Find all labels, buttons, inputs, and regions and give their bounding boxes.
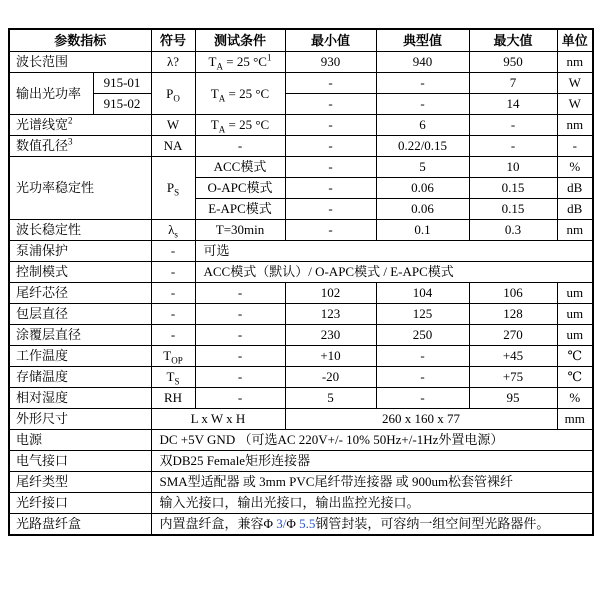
description-cell: 输入光接口，输出光接口，输出监控光接口。	[151, 493, 593, 514]
description-cell: ACC模式（默认）/ O-APC模式 / E-APC模式	[195, 262, 593, 283]
symbol-cell: NA	[151, 136, 195, 157]
symbol-text: P	[166, 85, 174, 101]
min-value: -	[285, 94, 376, 115]
condition-cell: -	[195, 283, 285, 304]
param-label: 尾纤类型	[9, 472, 151, 493]
typical-value: 940	[376, 52, 469, 73]
row-output-power-915-01	[9, 73, 593, 94]
max-value: 0.15	[469, 178, 557, 199]
symbol-cell: RH	[151, 388, 195, 409]
param-label: 工作温度	[9, 346, 151, 367]
min-value: -	[285, 199, 376, 220]
condition-text: = 25 °C	[223, 54, 267, 70]
description-cell: 双DB25 Female矩形连接器	[151, 451, 593, 472]
spec-table	[8, 28, 594, 536]
param-text: 光谱线宽	[16, 117, 69, 133]
symbol-subscript: s	[174, 229, 178, 240]
header-condition: 测试条件	[195, 29, 285, 52]
param-superscript: 2	[68, 115, 73, 126]
symbol-text: T	[163, 348, 172, 364]
param-text: 数值孔径	[16, 138, 69, 154]
symbol-cell	[151, 157, 195, 220]
condition-subscript: A	[218, 124, 226, 135]
row-output-power-915-02	[9, 94, 593, 115]
description-text: Φ	[286, 516, 300, 532]
min-value: 230	[285, 325, 376, 346]
row-pigtail-type	[9, 472, 593, 493]
typical-value: 5	[376, 157, 469, 178]
unit-cell: ℃	[557, 346, 593, 367]
typical-value: 0.06	[376, 178, 469, 199]
param-label	[9, 115, 151, 136]
row-electrical-interface	[9, 451, 593, 472]
max-value: +45	[469, 346, 557, 367]
unit-cell: dB	[557, 178, 593, 199]
condition-text: = 25 °C	[225, 85, 270, 101]
row-storage-temperature	[9, 367, 593, 388]
symbol-cell	[151, 367, 195, 388]
typical-value: 6	[376, 115, 469, 136]
typical-value: -	[376, 388, 469, 409]
param-label: 存储温度	[9, 367, 151, 388]
header-unit: 单位	[557, 29, 593, 52]
header-symbol: 符号	[151, 29, 195, 52]
unit-cell: %	[557, 157, 593, 178]
row-control-mode	[9, 262, 593, 283]
unit-cell: nm	[557, 52, 593, 73]
condition-cell: O-APC模式	[195, 178, 285, 199]
param-label: 尾纤芯径	[9, 283, 151, 304]
row-spectral-linewidth	[9, 115, 593, 136]
min-value: -	[285, 220, 376, 241]
min-value: -	[285, 73, 376, 94]
max-value: 270	[469, 325, 557, 346]
max-value: 0.3	[469, 220, 557, 241]
row-wavelength-range	[9, 52, 593, 73]
unit-cell: nm	[557, 115, 593, 136]
param-label: 相对湿度	[9, 388, 151, 409]
dimension-label-cell: L x W x H	[151, 409, 285, 430]
unit-cell: dB	[557, 199, 593, 220]
max-value: 14	[469, 94, 557, 115]
condition-cell: -	[195, 304, 285, 325]
row-relative-humidity	[9, 388, 593, 409]
symbol-cell: λ?	[151, 52, 195, 73]
header-param: 参数指标	[9, 29, 151, 52]
max-value: +75	[469, 367, 557, 388]
symbol-subscript: OP	[171, 355, 183, 366]
diameter-value-highlight: 3/	[276, 516, 287, 532]
model-cell: 915-02	[93, 94, 151, 115]
min-value: -	[285, 115, 376, 136]
typical-value: 104	[376, 283, 469, 304]
typical-value: -	[376, 73, 469, 94]
condition-cell	[195, 115, 285, 136]
min-value: -	[285, 178, 376, 199]
max-value: 7	[469, 73, 557, 94]
min-value: -20	[285, 367, 376, 388]
condition-cell: -	[195, 325, 285, 346]
row-pump-protection	[9, 241, 593, 262]
dimension-value-cell: 260 x 160 x 77	[285, 409, 557, 430]
max-value: -	[469, 136, 557, 157]
min-value: -	[285, 136, 376, 157]
typical-value: 0.22/0.15	[376, 136, 469, 157]
header-typical: 典型值	[376, 29, 469, 52]
symbol-text: P	[166, 180, 175, 196]
symbol-cell: -	[151, 262, 195, 283]
symbol-cell: -	[151, 304, 195, 325]
condition-superscript: 1	[266, 52, 272, 63]
unit-cell: -	[557, 136, 593, 157]
row-fiber-tray-box	[9, 514, 593, 536]
unit-cell: W	[557, 94, 593, 115]
row-operating-temperature	[9, 346, 593, 367]
min-value: 102	[285, 283, 376, 304]
param-label: 波长范围	[9, 52, 151, 73]
symbol-text: T	[166, 369, 175, 385]
typical-value: -	[376, 346, 469, 367]
param-label: 控制模式	[9, 262, 151, 283]
param-label: 输出光功率	[9, 73, 93, 115]
param-label: 涂覆层直径	[9, 325, 151, 346]
condition-cell: E-APC模式	[195, 199, 285, 220]
condition-cell: -	[195, 136, 285, 157]
param-label: 光功率稳定性	[9, 157, 151, 220]
description-cell: DC +5V GND （可选AC 220V+/- 10% 50Hz+/-1Hz外置电源）	[151, 430, 593, 451]
min-value: -	[285, 157, 376, 178]
condition-text: T	[208, 54, 217, 70]
condition-cell: ACC模式	[195, 157, 285, 178]
symbol-cell	[151, 220, 195, 241]
diameter-value-highlight: 5.5	[299, 516, 316, 532]
param-label: 波长稳定性	[9, 220, 151, 241]
row-power-stability-acc	[9, 157, 593, 178]
header-max: 最大值	[469, 29, 557, 52]
unit-cell: W	[557, 73, 593, 94]
row-fiber-core-diameter	[9, 283, 593, 304]
condition-text: T	[210, 117, 219, 133]
model-cell: 915-01	[93, 73, 151, 94]
min-value: +10	[285, 346, 376, 367]
row-wavelength-stability	[9, 220, 593, 241]
typical-value: 0.1	[376, 220, 469, 241]
typical-value: 0.06	[376, 199, 469, 220]
min-value: 123	[285, 304, 376, 325]
param-label: 光路盘纤盒	[9, 514, 151, 536]
symbol-cell: -	[151, 241, 195, 262]
unit-cell: nm	[557, 220, 593, 241]
row-optical-interface	[9, 493, 593, 514]
param-label: 外形尺寸	[9, 409, 151, 430]
param-label: 光纤接口	[9, 493, 151, 514]
max-value: 128	[469, 304, 557, 325]
condition-cell: -	[195, 388, 285, 409]
symbol-cell: -	[151, 283, 195, 304]
condition-cell: -	[195, 346, 285, 367]
row-outline-dimensions	[9, 409, 593, 430]
symbol-subscript: O	[173, 93, 180, 104]
max-value: 10	[469, 157, 557, 178]
condition-cell	[195, 52, 285, 73]
description-text: 钢管封装，可容纳一组空间型光路器件。	[315, 516, 550, 532]
symbol-subscript: S	[174, 187, 180, 198]
unit-cell: um	[557, 283, 593, 304]
description-cell: 可选	[195, 241, 593, 262]
row-numerical-aperture	[9, 136, 593, 157]
condition-cell: -	[195, 367, 285, 388]
symbol-subscript: S	[174, 376, 180, 387]
unit-cell: mm	[557, 409, 593, 430]
unit-cell: ℃	[557, 367, 593, 388]
description-text: 内置盘纤盒，兼容Φ	[159, 516, 277, 532]
typical-value: -	[376, 367, 469, 388]
condition-text: = 25 °C	[225, 117, 270, 133]
param-label: 电气接口	[9, 451, 151, 472]
unit-cell: um	[557, 304, 593, 325]
min-value: 930	[285, 52, 376, 73]
description-cell	[151, 514, 593, 536]
typical-value: 250	[376, 325, 469, 346]
unit-cell: %	[557, 388, 593, 409]
header-min: 最小值	[285, 29, 376, 52]
max-value: 950	[469, 52, 557, 73]
param-label: 电源	[9, 430, 151, 451]
condition-cell	[195, 73, 285, 115]
min-value: 5	[285, 388, 376, 409]
symbol-cell: -	[151, 325, 195, 346]
condition-cell: T=30min	[195, 220, 285, 241]
row-coating-diameter	[9, 325, 593, 346]
row-power-supply	[9, 430, 593, 451]
row-cladding-diameter	[9, 304, 593, 325]
symbol-cell: W	[151, 115, 195, 136]
condition-text: T	[210, 85, 219, 101]
param-label: 泵浦保护	[9, 241, 151, 262]
typical-value: 125	[376, 304, 469, 325]
symbol-text: λ	[168, 222, 175, 238]
param-label	[9, 136, 151, 157]
param-label: 包层直径	[9, 304, 151, 325]
param-superscript: 3	[68, 136, 73, 147]
unit-cell: um	[557, 325, 593, 346]
header-row	[9, 29, 593, 52]
symbol-cell	[151, 73, 195, 115]
symbol-cell	[151, 346, 195, 367]
typical-value: -	[376, 94, 469, 115]
max-value: 106	[469, 283, 557, 304]
description-cell: SMA型适配器 或 3mm PVC尾纤带连接器 或 900um松套管裸纤	[151, 472, 593, 493]
max-value: -	[469, 115, 557, 136]
condition-subscript: A	[216, 61, 223, 72]
max-value: 0.15	[469, 199, 557, 220]
condition-subscript: A	[218, 93, 226, 104]
max-value: 95	[469, 388, 557, 409]
